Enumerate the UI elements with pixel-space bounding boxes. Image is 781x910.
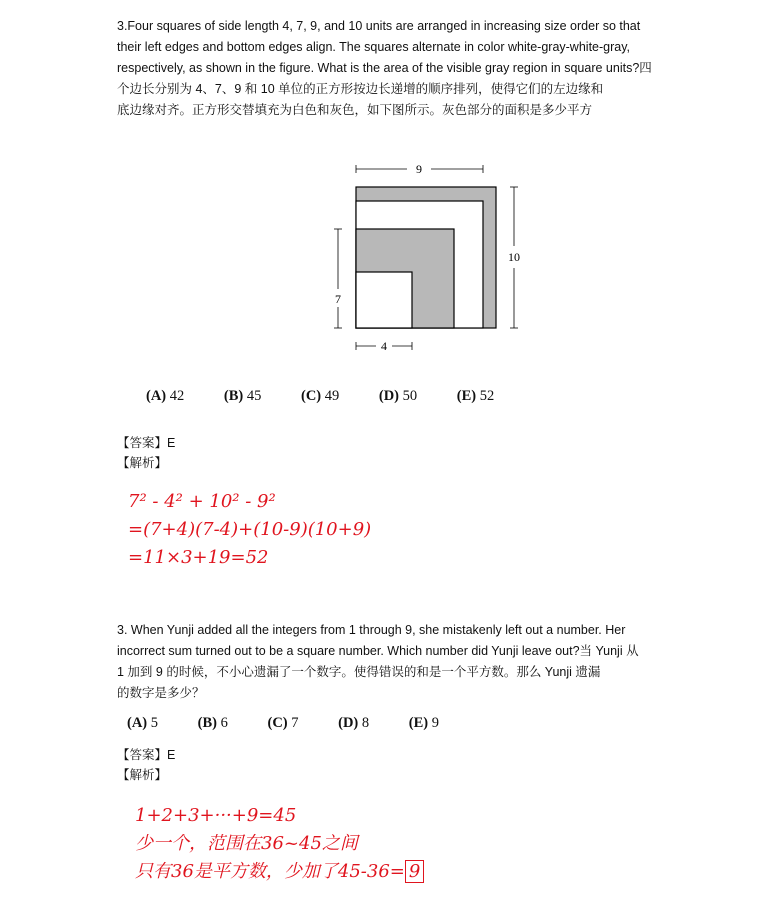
work-line: 少一个，范围在36~45之间 [135,833,358,854]
choice-e[interactable]: (E) 52 [456,388,495,404]
dimension-7 [334,229,342,328]
label-7: 7 [335,292,341,306]
work-line: 只有36是平方数，少加了45-36= 9 [135,858,424,886]
choice-c[interactable]: (C) 7 [267,715,299,731]
work-line: =(7+4)(7-4)+(10-9)(10+9) [128,519,372,540]
choice-b[interactable]: (B) 6 [197,715,228,731]
choice-e[interactable]: (E) 9 [408,715,439,731]
q1-handwritten-work [128,488,371,572]
question-2-text [117,620,673,704]
q2-analysis-label: 【解析】 [117,768,168,782]
work-line: =11×3+19=52 [128,547,269,568]
choice-c[interactable]: (C) 49 [300,388,340,404]
work-line: 1+2+3+···+9=45 [135,805,297,826]
choice-d[interactable]: (D) 50 [378,388,418,404]
work-line: 7² - 4² + 10² - 9² [128,491,276,512]
label-10: 10 [508,250,520,264]
squares-figure [327,156,537,366]
q2-answer-label: 【答案】E [117,748,176,762]
choice-d[interactable]: (D) 8 [338,715,370,731]
q1-analysis-label: 【解析】 [117,456,168,470]
square-4-white [356,272,412,328]
choice-a[interactable]: (A) 5 [127,715,159,731]
q2-line: 的数字是多少？ [117,686,205,700]
q1-answer-label: 【答案】E [117,436,176,450]
q2-handwritten-work [135,802,424,886]
label-9: 9 [416,162,422,176]
question-1-text [117,16,673,121]
q1-line: 个边长分别为 4、7、9 和 10 单位的正方形按边长递增的顺序排列，使得它们的左边缘和 [117,82,604,96]
boxed-answer: 9 [405,860,424,883]
q2-choices [127,715,475,732]
choice-b[interactable]: (B) 45 [223,388,262,404]
choice-a[interactable]: (A) 42 [146,388,185,404]
q2-line: 1 加到 9 的时候，不小心遗漏了一个数字。使得错误的和是一个平方数。那么 Yunji 遗漏 [117,665,601,679]
q1-choices [146,388,530,405]
label-4: 4 [381,339,387,353]
q2-line: incorrect sum turned out to be a square number. Which number did Yunji leave out?当 Yunji 从 [117,644,639,658]
q1-line: respectively, as shown in the figure. What is the area of the visible gray region in square units?四 [117,61,652,75]
q2-line: 3. When Yunji added all the integers from 1 through 9, she mistakenly left out a number. Her [117,623,626,637]
q1-line: 底边缘对齐。正方形交替填充为白色和灰色，如下图所示。灰色部分的面积是多少平方 [117,103,593,117]
q1-line: 3.Four squares of side length 4, 7, 9, and 10 units are arranged in increasing size order so that [117,19,641,33]
q1-line: their left edges and bottom edges align. The squares alternate in color white-gray-white-gray, [117,40,631,54]
